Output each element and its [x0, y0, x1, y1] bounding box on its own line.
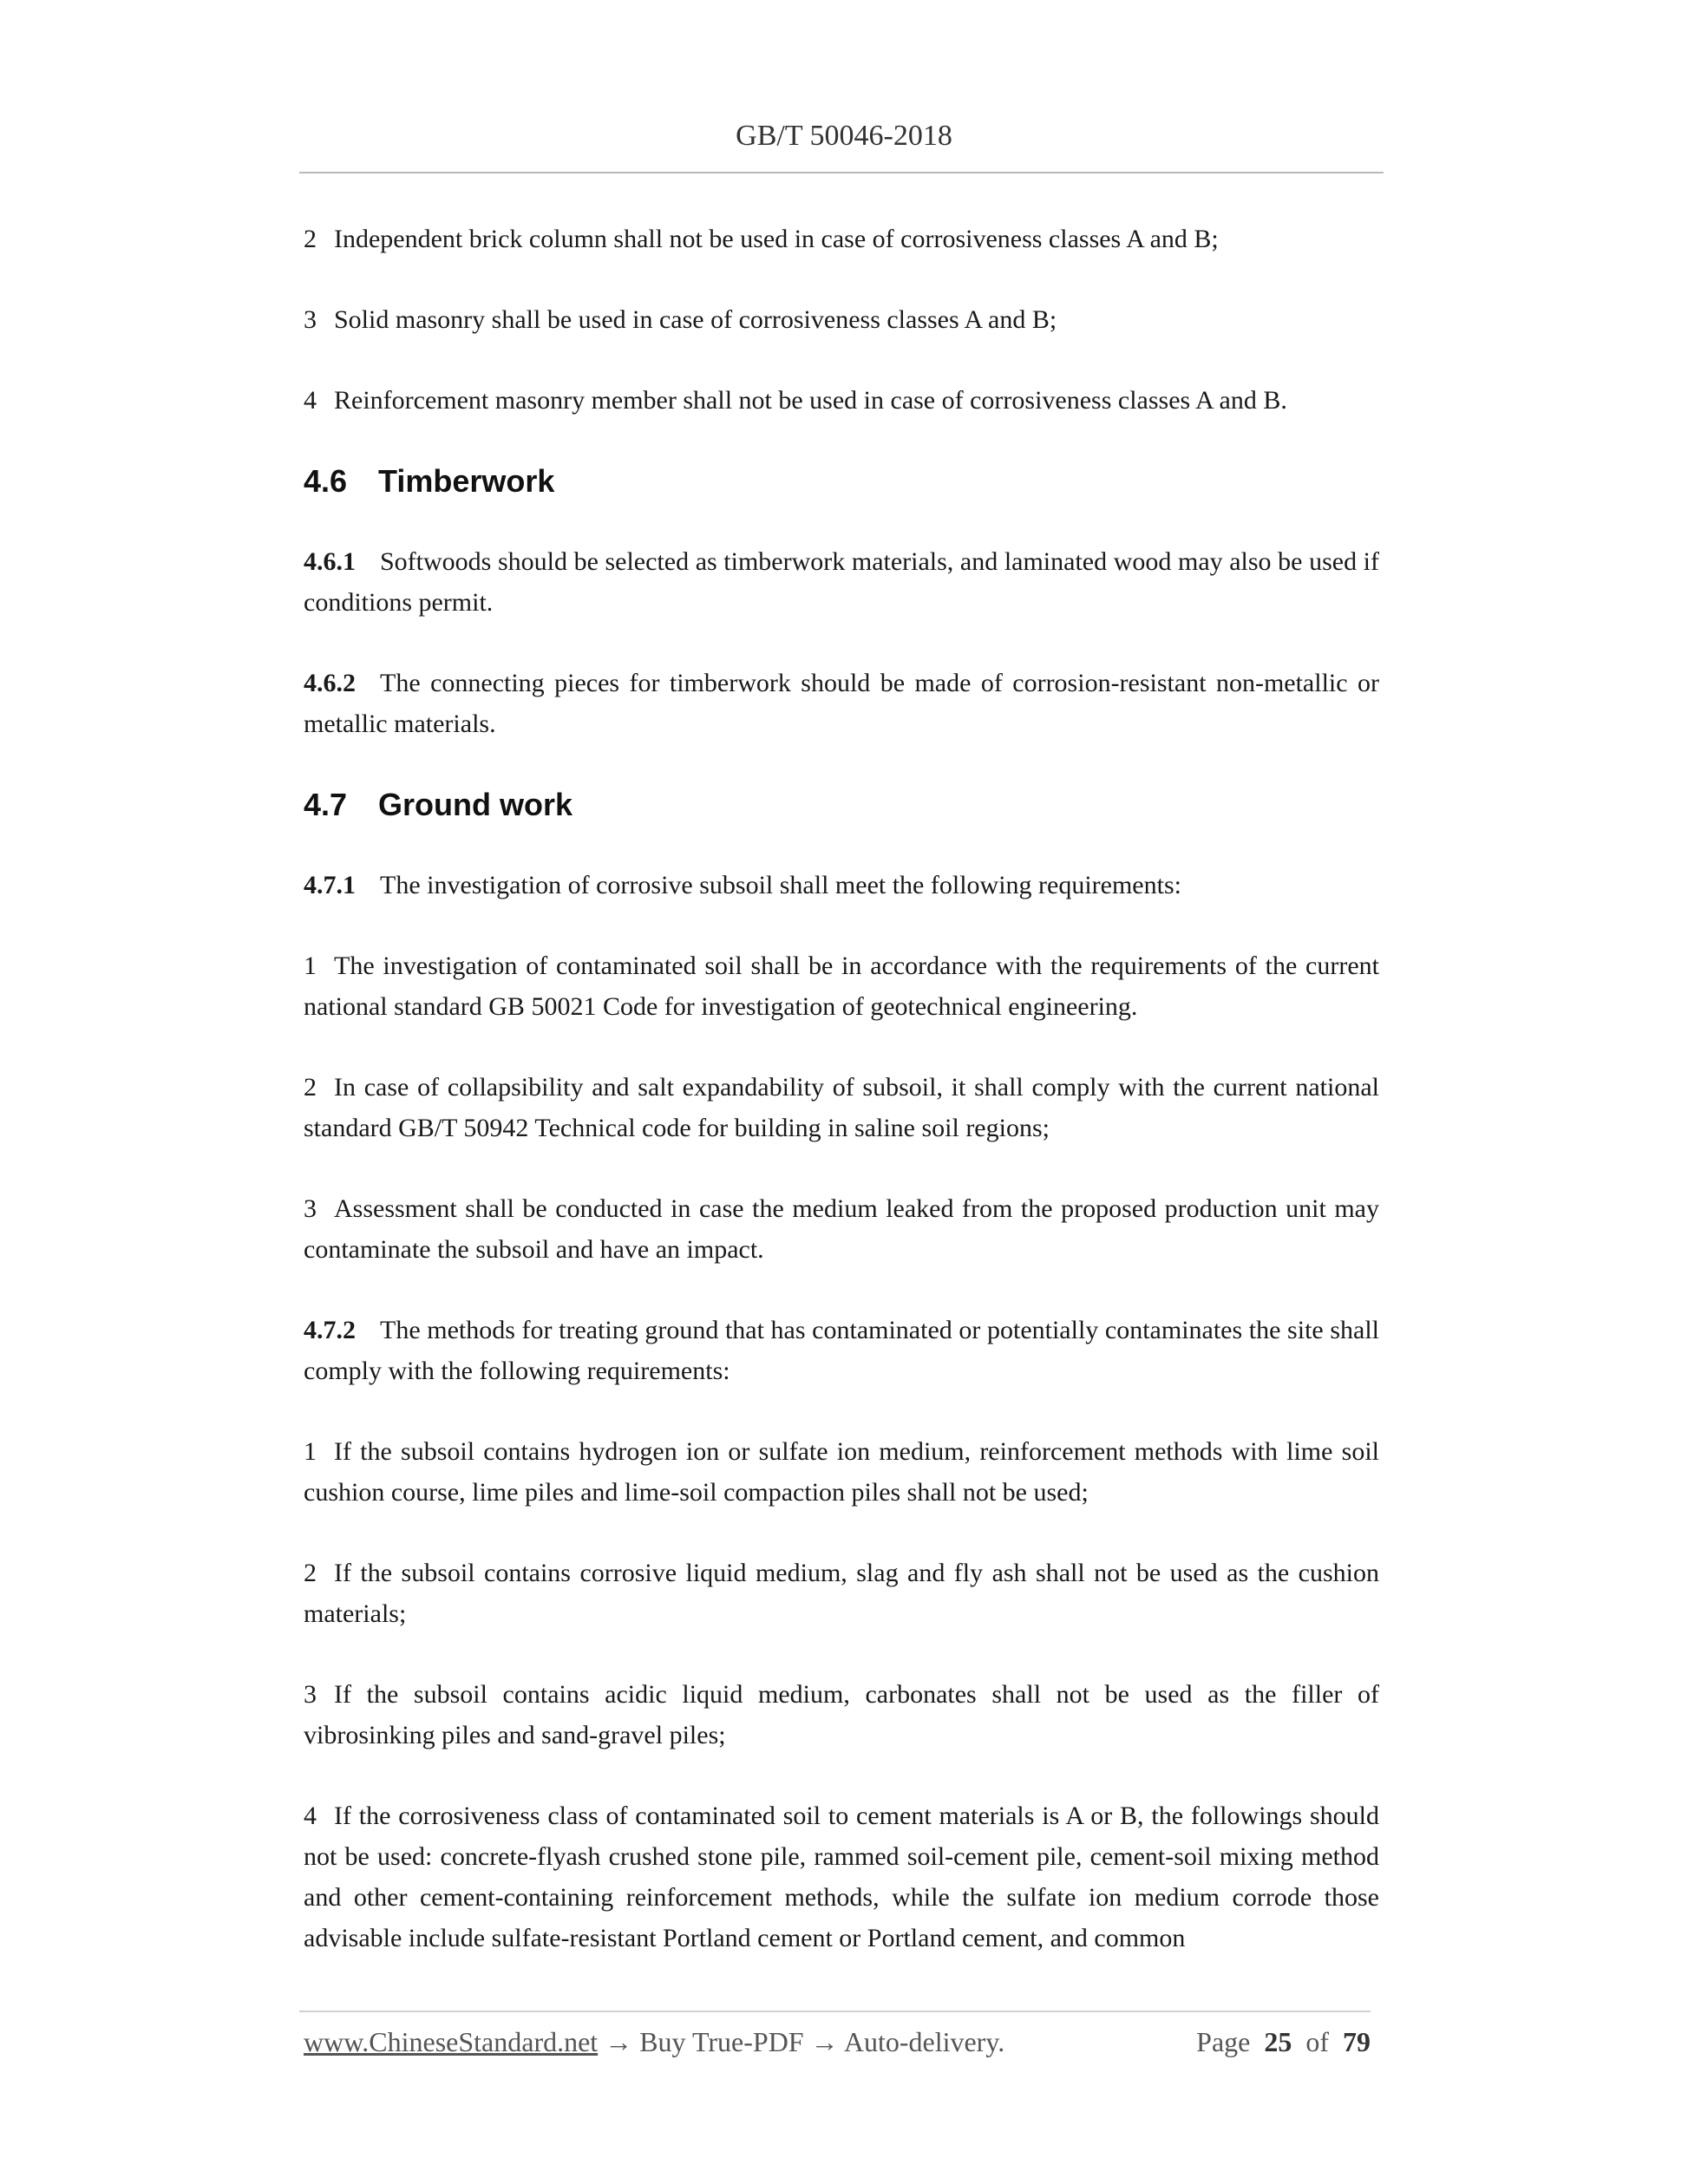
section-title: Timberwork [378, 463, 555, 499]
list-item-number: 4 [304, 386, 317, 415]
page-total: 79 [1343, 2026, 1371, 2057]
list-item [304, 945, 1379, 1027]
clause-text: The investigation of corrosive subsoil shall meet the following requirements: [380, 871, 1181, 899]
page-content [304, 219, 1379, 1998]
clause-number: 4.7.1 [304, 871, 356, 899]
page-indicator [1196, 2026, 1371, 2058]
clause-number: 4.6.1 [304, 547, 356, 576]
list-item-text: Reinforcement masonry member shall not be used in case of corrosiveness classes A and B. [334, 386, 1287, 415]
list-item [304, 380, 1379, 421]
list-item-number: 3 [304, 305, 317, 334]
list-item-text: If the subsoil contains hydrogen ion or sulfate ion medium, reinforcement methods with lime soil cushion course, lime piles and lime-soil compaction piles shall not be used; [304, 1437, 1379, 1507]
of-label: of [1305, 2026, 1329, 2057]
section-heading-ground-work [304, 784, 1379, 825]
footer-promo [304, 2026, 1004, 2058]
page-footer [304, 2026, 1371, 2070]
clause-paragraph [304, 663, 1379, 744]
footer-divider [299, 2011, 1371, 2012]
list-item-number: 2 [304, 1559, 317, 1587]
list-item-text: The investigation of contaminated soil shall be in accordance with the requirements of the current national standard GB 50021 Code for investigation of geotechnical engineering. [304, 951, 1379, 1021]
section-heading-timberwork [304, 461, 1379, 501]
list-item-number: 3 [304, 1194, 317, 1223]
list-item-number: 3 [304, 1680, 317, 1709]
list-item [304, 1674, 1379, 1756]
header-divider [299, 172, 1384, 173]
auto-delivery-text: Auto-delivery. [843, 2026, 1005, 2057]
list-item-text: If the corrosiveness class of contaminated soil to cement materials is A or B, the followings should not be used: concrete-flyash crushed stone pile, rammed soil-cement pile, cement-soil mixing method and other cement-containing reinforcement methods, while the sulfate ion medium corrode those advisable include sulfate-resistant Portland cement or Portland cement, and common [304, 1801, 1379, 1952]
clause-paragraph [304, 541, 1379, 623]
list-item-text: If the subsoil contains corrosive liquid medium, slag and fly ash shall not be used as the cushion materials; [304, 1559, 1379, 1628]
page-number: 25 [1264, 2026, 1292, 2057]
list-item-text: Solid masonry shall be used in case of corrosiveness classes A and B; [334, 305, 1057, 334]
list-item-number: 2 [304, 225, 317, 253]
list-item-text: In case of collapsibility and salt expandability of subsoil, it shall comply with the current national standard GB/T 50942 Technical code for building in saline soil regions; [304, 1073, 1379, 1142]
list-item-number: 1 [304, 1437, 317, 1466]
document-header-title: GB/T 50046-2018 [736, 120, 952, 152]
buy-pdf-text: Buy True-PDF [639, 2026, 804, 2057]
arrow-right-icon: → [810, 2026, 839, 2057]
clause-text: Softwoods should be selected as timberwork materials, and laminated wood may also be used if conditions permit. [304, 547, 1379, 617]
clause-number: 4.6.2 [304, 669, 356, 697]
list-item-text: Assessment shall be conducted in case the medium leaked from the proposed production unit may contaminate the subsoil and have an impact. [304, 1194, 1379, 1264]
arrow-right-icon: → [605, 2026, 633, 2057]
clause-paragraph [304, 865, 1379, 906]
list-item-text: If the subsoil contains acidic liquid medium, carbonates shall not be used as the filler of vibrosinking piles and sand-gravel piles; [304, 1680, 1379, 1749]
list-item [304, 1431, 1379, 1513]
section-number: 4.6 [304, 463, 348, 499]
clause-text: The methods for treating ground that has contaminated or potentially contaminates the site shall comply with the following requirements: [304, 1316, 1379, 1385]
list-item-number: 4 [304, 1801, 317, 1830]
list-item [304, 1067, 1379, 1148]
clause-paragraph [304, 1310, 1379, 1391]
page-label: Page [1196, 2026, 1251, 2057]
list-item-text: Independent brick column shall not be used in case of corrosiveness classes A and B; [334, 225, 1219, 253]
clause-number: 4.7.2 [304, 1316, 356, 1344]
section-number: 4.7 [304, 787, 348, 822]
website-link[interactable]: www.ChineseStandard.net [304, 2026, 599, 2057]
list-item [304, 1553, 1379, 1634]
list-item [304, 1795, 1379, 1958]
list-item-number: 1 [304, 951, 317, 980]
list-item [304, 299, 1379, 340]
list-item [304, 1188, 1379, 1270]
list-item [304, 219, 1379, 259]
list-item-number: 2 [304, 1073, 317, 1102]
section-title: Ground work [378, 787, 573, 822]
clause-text: The connecting pieces for timberwork should be made of corrosion-resistant non-metallic or metallic materials. [304, 669, 1379, 738]
